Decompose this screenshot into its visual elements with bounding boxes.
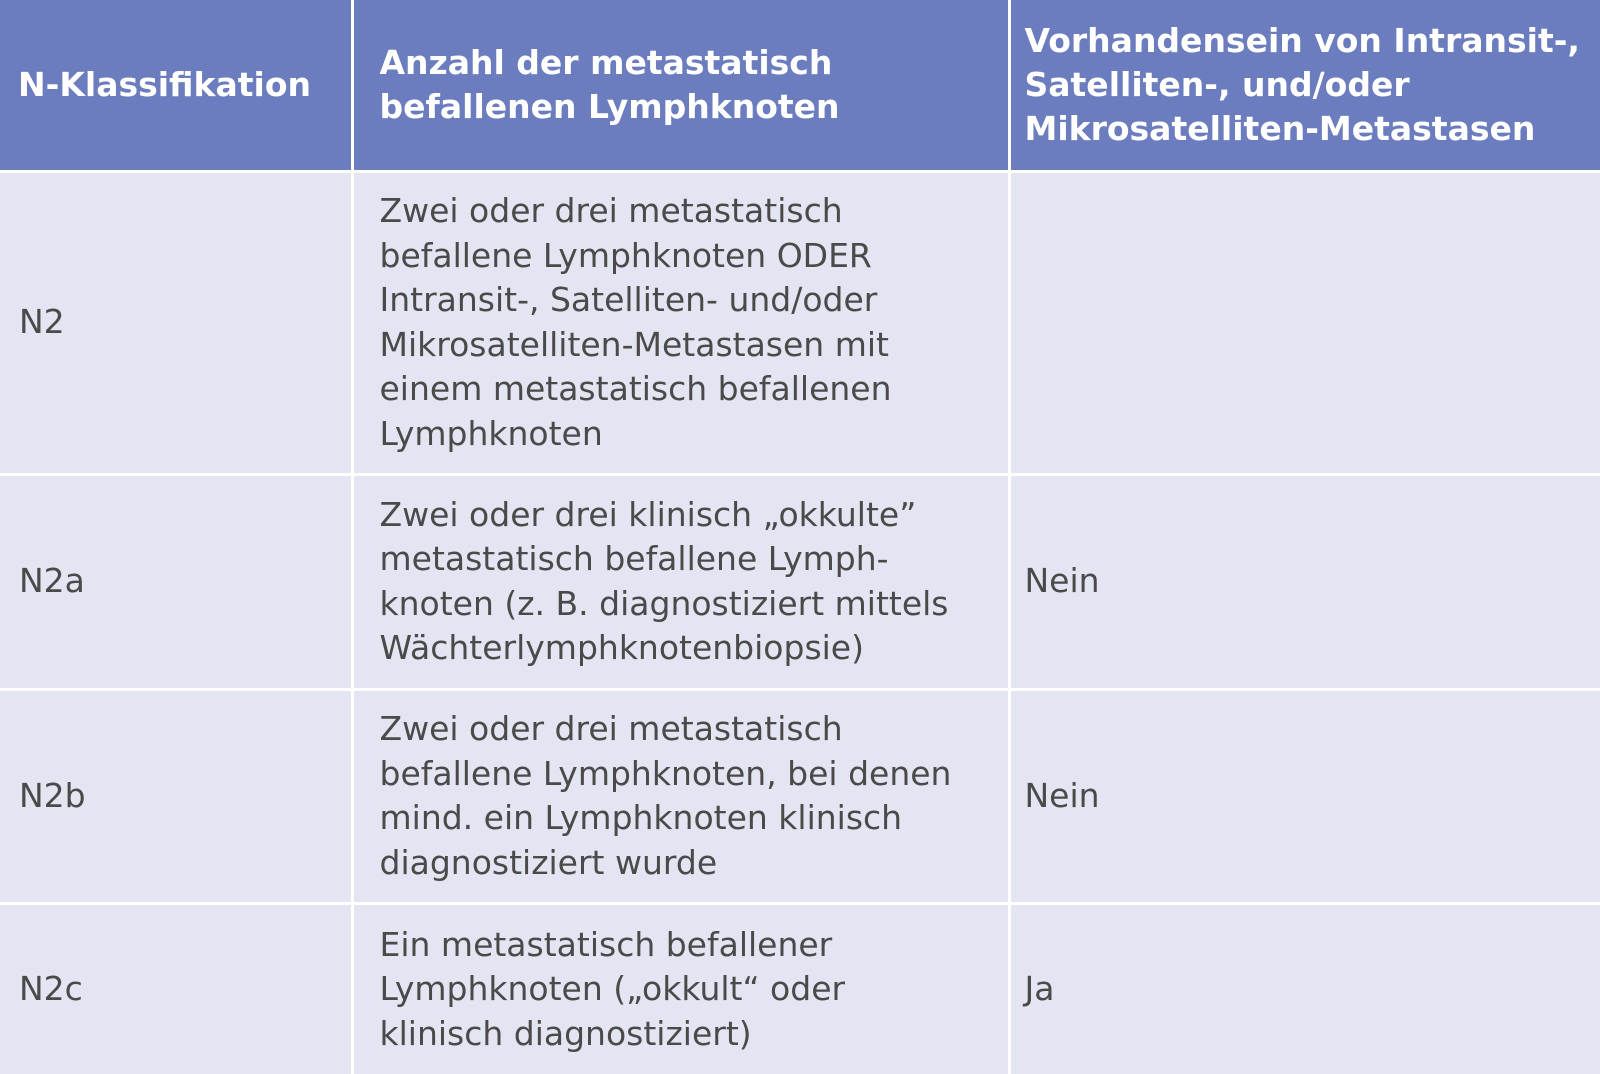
classification-cell: [0, 903, 352, 1074]
table-header: [0, 0, 1600, 171]
count-value: Zwei oder drei metastatisch befallene Lymphknoten ODER Intransit-, Satelliten- und/oder Mikrosatelliten-Metastasen mit einem metastatisch befallenen Lymphknoten: [379, 191, 892, 453]
presence-cell: [1009, 903, 1600, 1074]
count-cell: [352, 474, 1009, 689]
presence-value: Nein: [1024, 775, 1100, 815]
count-cell: [352, 171, 1009, 474]
count-value: Ein metastatisch befallener Lymphknoten („okkult“ oder klinisch diagnostiziert): [379, 924, 846, 1053]
header-vorhandensein-metastasen: [1009, 0, 1600, 171]
classification-cell: [0, 474, 352, 689]
classification-cell: [0, 171, 352, 474]
table-row: [0, 903, 1600, 1074]
presence-value: Ja: [1024, 969, 1055, 1008]
presence-cell: [1009, 689, 1600, 903]
count-cell: [352, 903, 1009, 1074]
count-value: Zwei oder drei klinisch „okkulte” metastatisch befallene Lymph- knoten (z. B. diagnostiziert mittels Wächterlymphknotenbiopsie): [379, 494, 949, 667]
table-row: [0, 171, 1600, 474]
classification-cell: [0, 689, 352, 903]
count-cell: [352, 689, 1009, 903]
header-n-klassifikation: [0, 0, 352, 171]
presence-value: Nein: [1024, 561, 1100, 601]
table-row: [0, 689, 1600, 903]
header-label: Anzahl der metastatisch befallenen Lymphknoten: [379, 42, 840, 126]
count-value: Zwei oder drei metastatisch befallene Lymphknoten, bei denen mind. ein Lymphknoten klinisch diagnostiziert wurde: [379, 709, 952, 882]
presence-cell: [1009, 474, 1600, 689]
classification-value: N2a: [19, 561, 85, 601]
classification-value: N2: [19, 302, 65, 342]
header-anzahl-lymphknoten: [352, 0, 1009, 171]
table-row: [0, 474, 1600, 689]
header-label: Vorhandensein von Intransit-, Satelliten-, und/oder Mikrosatelliten-Metastasen: [1024, 20, 1580, 148]
classification-value: N2c: [19, 969, 83, 1008]
header-row: [0, 0, 1600, 171]
header-label: N-Klassifikation: [18, 64, 311, 104]
classification-value: N2b: [19, 775, 86, 815]
table-body: [0, 171, 1600, 1074]
presence-cell: [1009, 171, 1600, 474]
